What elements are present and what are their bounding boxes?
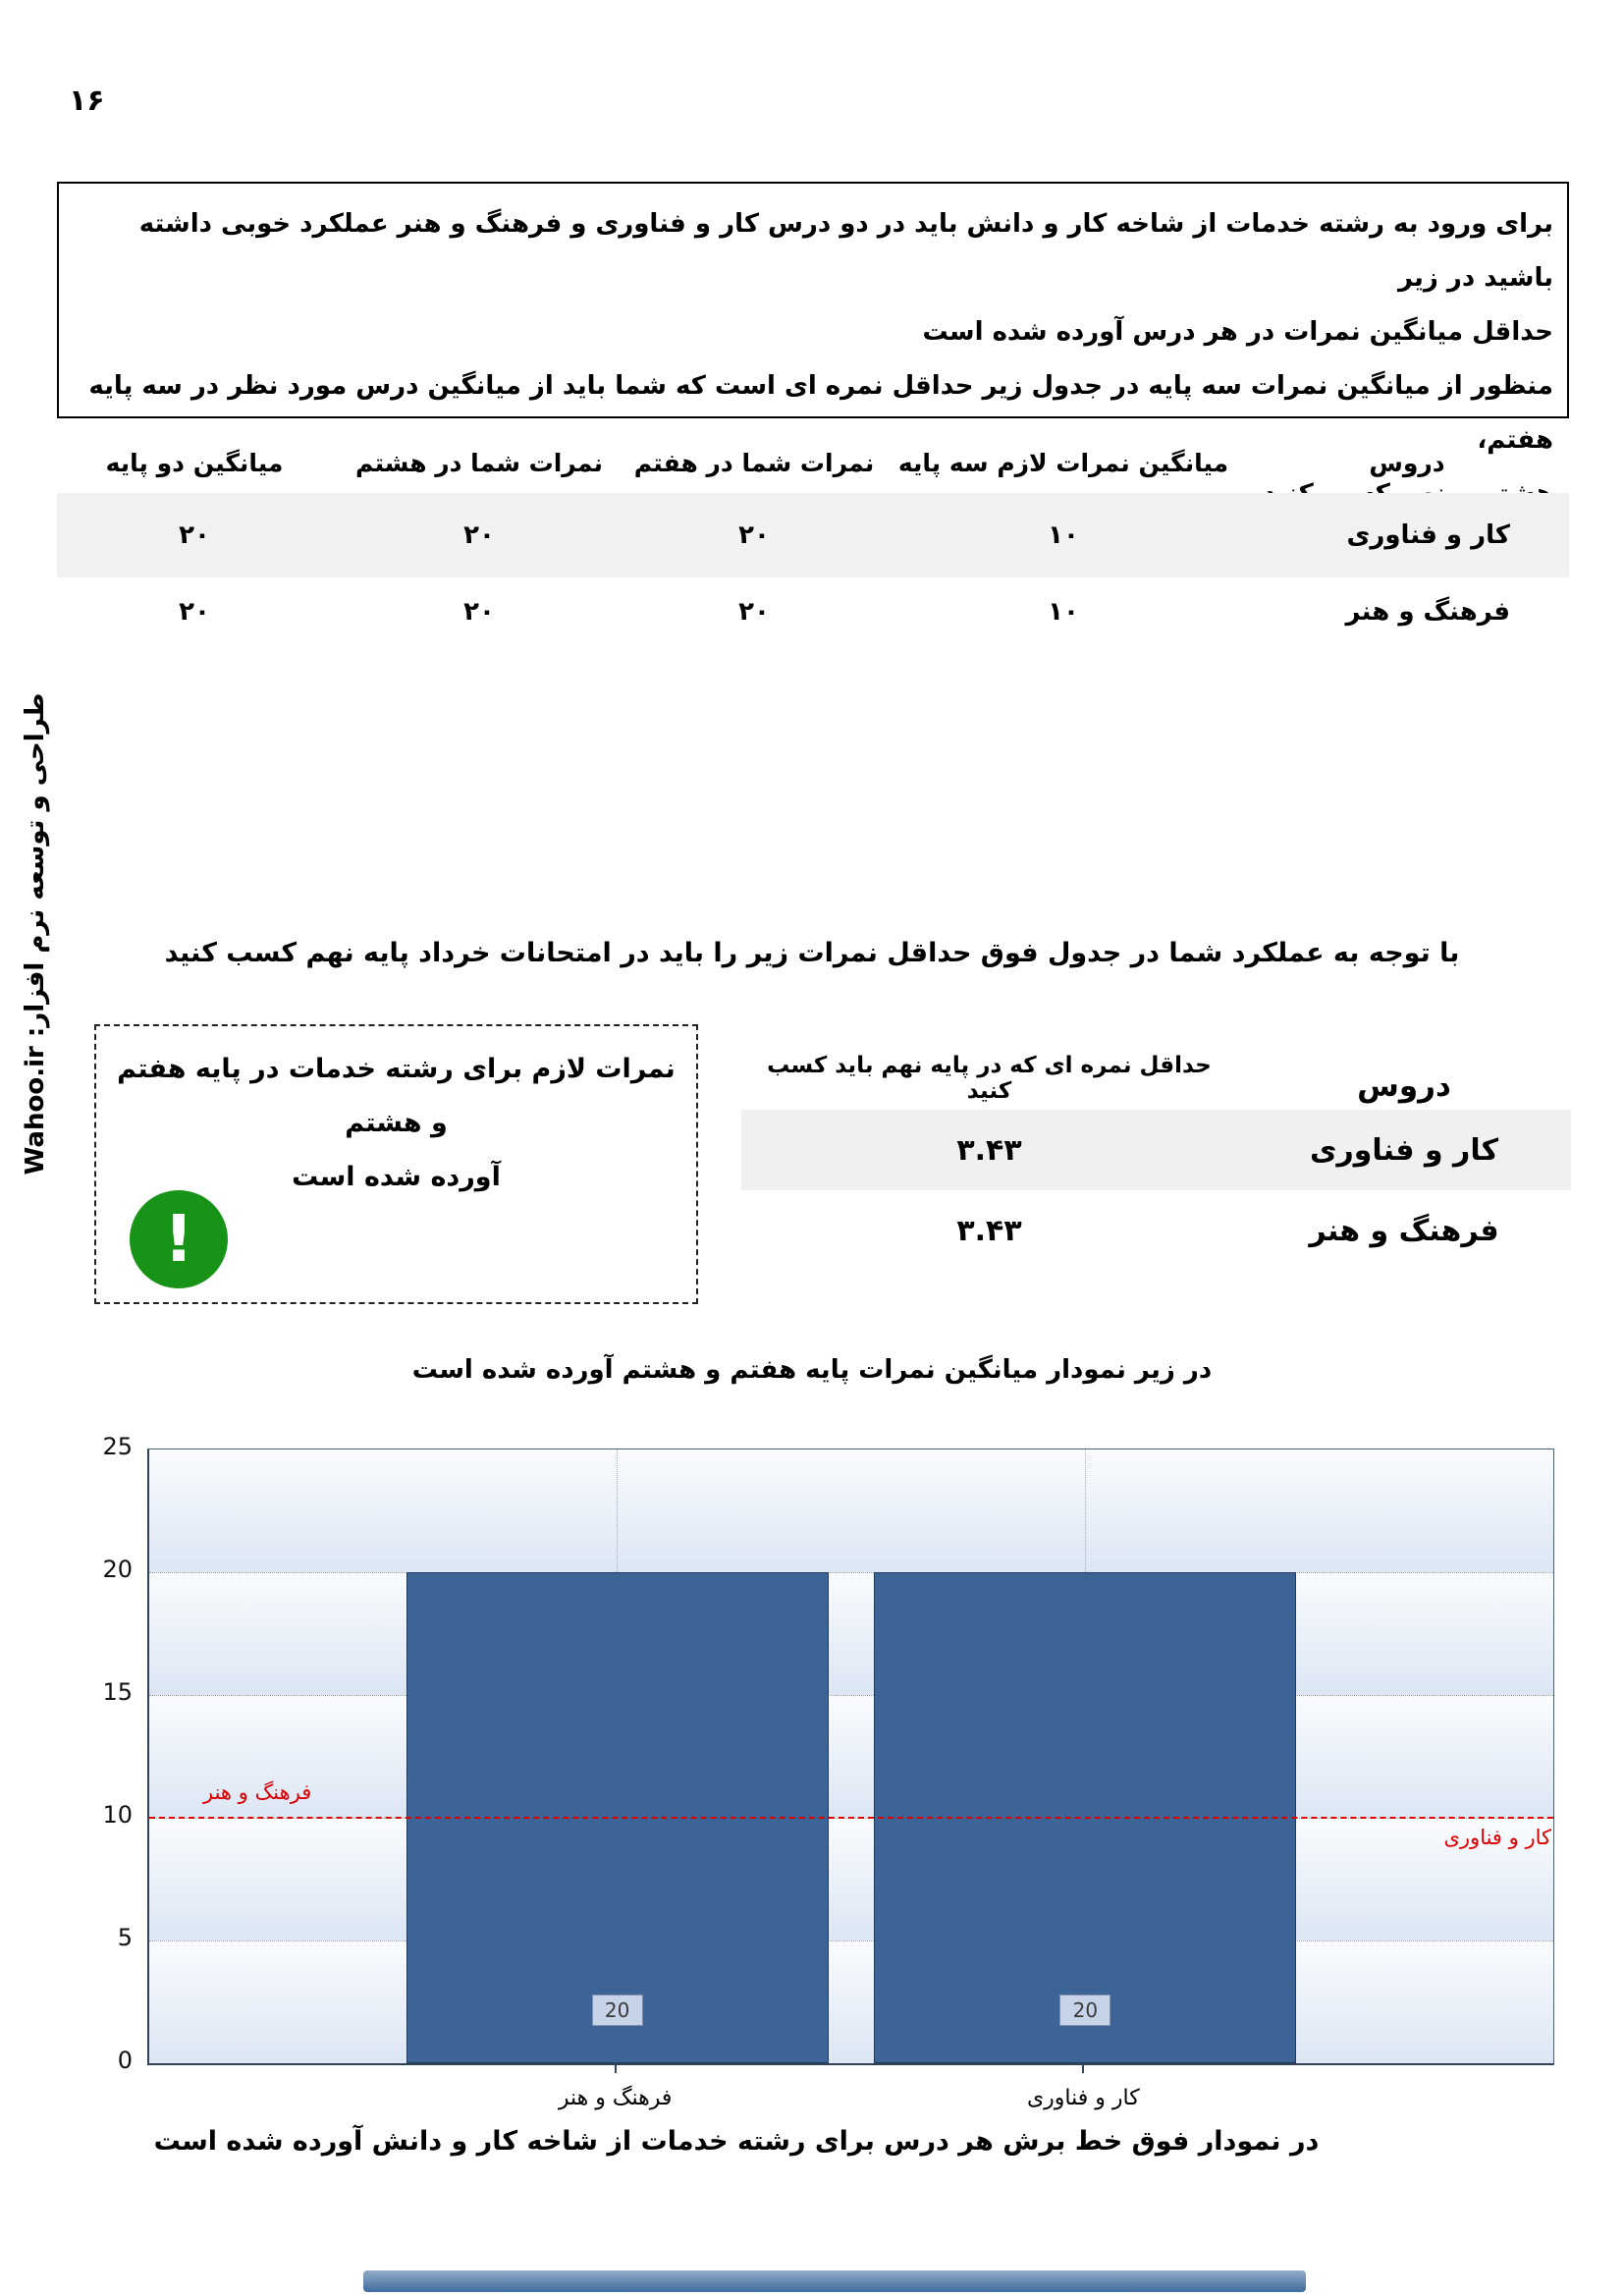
- bar-chart: [0, 1433, 1624, 2156]
- callout-line-2: آورده شده است: [292, 1162, 501, 1192]
- column-header-avg-two: میانگین دو پایه: [105, 448, 284, 477]
- footer-decoration-bar: [363, 2270, 1306, 2292]
- course-name: کار و فناوری: [1346, 520, 1510, 550]
- column-header-course: دروس: [1369, 448, 1445, 477]
- cutoff-label-right: کار و فناوری: [1443, 1826, 1551, 1849]
- y-axis-tick-label: 25: [102, 1433, 133, 1460]
- x-axis-tick: [615, 2064, 617, 2073]
- table-row: [741, 1190, 1571, 1271]
- info-callout-box: [94, 1024, 698, 1304]
- y-axis-tick-label: 0: [117, 2047, 133, 2074]
- course-name: فرهنگ و هنر: [1309, 1213, 1499, 1248]
- cutoff-label-left: فرهنگ و هنر: [203, 1780, 312, 1804]
- avg-two-value: ۲۰: [179, 520, 210, 550]
- mid-note-text: با توجه به عملکرد شما در جدول فوق حداقل نمرات زیر را باید در امتحانات خرداد پایه نهم کسب کنید: [164, 938, 1460, 968]
- avg-two-value: ۲۰: [179, 597, 210, 627]
- y-axis-tick-label: 10: [102, 1801, 133, 1829]
- bar-value-label: 20: [1059, 1995, 1110, 2026]
- chart-footer-caption: در نمودار فوق خط برش هر درس برای رشته خدمات از شاخه کار و دانش آورده شده است: [153, 2126, 1320, 2157]
- x-axis-category-label: فرهنگ و هنر: [558, 2086, 673, 2110]
- y-gridline: [149, 1695, 1553, 1696]
- table-row: [57, 493, 1569, 577]
- exclamation-icon: [130, 1190, 228, 1288]
- grade7-value: ۲۰: [738, 597, 770, 627]
- page-number: ۱۶: [69, 83, 105, 118]
- required-avg-value: ۱۰: [1048, 597, 1079, 627]
- y-gridline: [149, 1572, 1553, 1573]
- table-row: [57, 577, 1569, 646]
- intro-line-2: حداقل میانگین نمرات در هر درس آورده شده است: [922, 317, 1553, 347]
- y-axis-tick-label: 20: [102, 1556, 133, 1583]
- exclamation-glyph: !: [163, 1201, 194, 1277]
- x-axis-category-label: کار و فناوری: [1026, 2086, 1140, 2110]
- grade8-value: ۲۰: [463, 597, 495, 627]
- grades-table-header-row: [57, 432, 1569, 493]
- chart-caption: در زیر نمودار میانگین نمرات پایه هفتم و هشتم آورده شده است: [411, 1355, 1213, 1385]
- y-axis-tick-label: 5: [117, 1924, 133, 1951]
- intro-text-box: [57, 182, 1569, 455]
- bar-value-label: 20: [592, 1995, 643, 2026]
- column-header-course: دروس: [1357, 1068, 1451, 1104]
- intro-line-3: منظور از میانگین نمرات سه پایه در جدول زیر حداقل نمره ای است که شما باید از میانگین درس مورد نظر در سه پایه هفتم،: [88, 371, 1553, 455]
- y-axis-tick-label: 15: [102, 1678, 133, 1706]
- min-grade9-value: ۳.۴۳: [956, 1132, 1022, 1168]
- grade7-value: ۲۰: [738, 520, 770, 550]
- cutoff-line: [149, 1817, 1553, 1819]
- required-avg-value: ۱۰: [1048, 520, 1079, 550]
- software-credit-watermark: طراحی و توسعه نرم افزار: Wahoo.ir: [21, 692, 50, 1175]
- grade8-value: ۲۰: [463, 520, 495, 550]
- course-name: کار و فناوری: [1309, 1132, 1499, 1168]
- table-row: [741, 1110, 1571, 1190]
- min-grade9-value: ۳.۴۳: [956, 1213, 1022, 1248]
- min-table-header-row: [741, 1036, 1571, 1110]
- column-header-required-avg: میانگین نمرات لازم سه پایه: [897, 448, 1229, 477]
- intro-line-1: برای ورود به رشته خدمات از شاخه کار و دانش باید در دو درس کار و فناوری و فرهنگ و هنر عملکرد خوبی داشته باشید در زیر: [138, 209, 1553, 293]
- minimum-grade-table: [741, 1036, 1571, 1271]
- x-axis-tick: [1082, 2064, 1084, 2073]
- callout-line-1: نمرات لازم برای رشته خدمات در پایه هفتم و هشتم: [117, 1054, 676, 1138]
- column-header-grade7: نمرات شما در هفتم: [633, 448, 875, 477]
- column-header-min-grade9: حداقل نمره ای که در پایه نهم باید کسب کنید: [767, 1053, 1212, 1104]
- course-name: فرهنگ و هنر: [1345, 597, 1510, 627]
- grades-table: [57, 432, 1569, 646]
- chart-plot: [147, 1449, 1554, 2065]
- column-header-grade8: نمرات شما در هشتم: [354, 448, 604, 477]
